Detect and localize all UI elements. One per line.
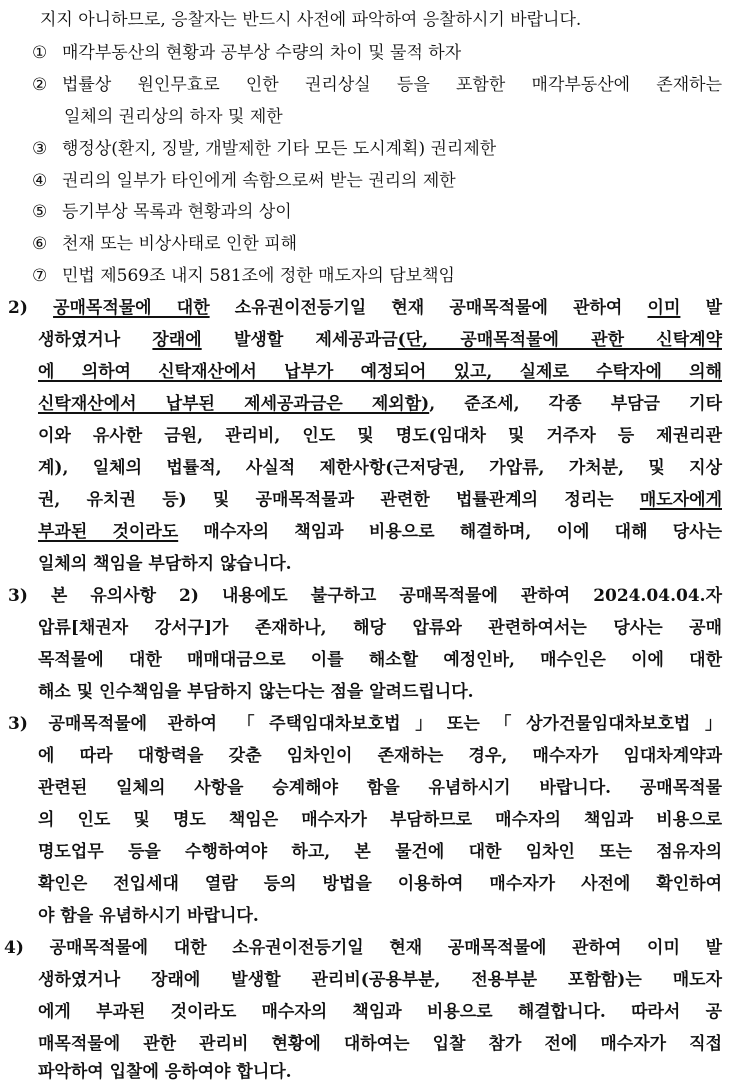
body-text: 권, 유치권 등) 및 공매목적물과 관련한 법률관계의 정리는 — [38, 490, 640, 510]
body-text: 목적물에 대한 매매대금으로 이를 해소할 예정인바, 매수인은 이에 대한 — [38, 650, 722, 670]
body-text: 소유권이전등기일 현재 공매목적물에 관하여 — [209, 298, 648, 318]
section-2-line — [38, 392, 722, 416]
section-2-line — [38, 424, 722, 448]
body-text: 생하였거나 — [38, 330, 153, 350]
intro-text: 지지 아니하므로, 응찰자는 반드시 사전에 파악하여 응찰하시기 바랍니다. — [40, 10, 582, 30]
list-text: 민법 제569조 내지 581조에 정한 매도자의 담보책임 — [62, 266, 455, 286]
section-4-line — [4, 936, 722, 960]
list-text: 권리의 일부가 타인에게 속함으로써 받는 권리의 제한 — [62, 171, 456, 191]
section-4-line — [38, 1060, 722, 1084]
underlined-text: (단, 공매목적물에 관한 신탁계약 — [397, 330, 722, 350]
section-3b-line — [8, 712, 722, 736]
list-item — [32, 264, 712, 288]
body-text: 의 인도 및 명도 책임은 매수자가 부담하므로 매수자의 책임과 비용으로 — [38, 810, 722, 830]
body-text: 에게 부과된 것이라도 매수자의 책임과 비용으로 해결합니다. 따라서 공 — [38, 1002, 722, 1022]
body-text: 본 유의사항 2) 내용에도 불구하고 공매목적물에 관하여 2024.04.04.자 — [50, 586, 722, 606]
body-text: 공매목적물에 관하여 「주택임대차보호법」또는「상가건물임대차보호법」 — [48, 714, 723, 734]
body-text: 관련된 일체의 사항을 승계해야 함을 유념하시기 바랍니다. 공매목적물 — [38, 778, 722, 798]
body-text: 매목적물에 관한 관리비 현황에 대하여는 입찰 참가 전에 매수자가 직접 — [38, 1034, 722, 1054]
section-2-line — [38, 520, 722, 544]
body-text: 압류[채권자 강서구]가 존재하나, 해당 압류와 관련하여서는 당사는 공매 — [38, 618, 722, 638]
section-2-line — [38, 360, 722, 384]
section-3b-line — [38, 872, 722, 896]
intro-line — [40, 8, 710, 32]
section-number: 3) — [8, 586, 28, 606]
section-3b-line — [38, 776, 722, 800]
body-text: 일체의 책임을 부담하지 않습니다. — [38, 554, 292, 574]
list-text: 천재 또는 비상사태로 인한 피해 — [62, 234, 298, 254]
section-3b-line — [38, 808, 722, 832]
section-2-line — [38, 488, 722, 512]
section-number: 4) — [4, 938, 24, 958]
list-marker: ③ — [32, 139, 48, 159]
underlined-text: 이미 — [647, 298, 681, 318]
list-marker: ② — [32, 75, 48, 95]
section-3a-line — [38, 648, 722, 672]
list-marker: ⑤ — [32, 202, 48, 222]
underlined-text: 신탁재산에서 납부된 제세공과금은 제외함) — [38, 394, 430, 414]
list-item — [32, 73, 722, 97]
body-text: 발생할 제세공과금 — [201, 330, 398, 350]
list-item-continuation — [64, 105, 704, 129]
list-item — [32, 41, 712, 65]
section-4-line — [38, 968, 722, 992]
section-3b-line — [38, 840, 722, 864]
list-marker: ④ — [32, 171, 48, 191]
section-4-line — [38, 1032, 722, 1056]
list-marker: ⑥ — [32, 234, 48, 254]
list-item — [32, 232, 712, 256]
section-2-line — [38, 328, 722, 352]
body-text: 에 따라 대항력을 갖춘 임차인이 존재하는 경우, 매수자가 임대차계약과 — [38, 746, 722, 766]
body-text: 이와 유사한 금원, 관리비, 인도 및 명도(임대차 및 거주자 등 제권리관 — [38, 426, 722, 446]
section-3b-line — [38, 904, 722, 928]
section-number: 3) — [8, 714, 28, 734]
section-3a-line — [38, 616, 722, 640]
list-text: 등기부상 목록과 현황과의 상이 — [62, 202, 292, 222]
body-text: 명도업무 등을 수행하여야 하고, 본 물건에 대한 임차인 또는 점유자의 — [38, 842, 722, 862]
body-text: 야 함을 유념하시기 바랍니다. — [38, 906, 259, 926]
list-item — [32, 137, 712, 161]
list-marker: ① — [32, 43, 48, 63]
section-2-line — [38, 456, 722, 480]
body-text: 확인은 전입세대 열람 등의 방법을 이용하여 매수자가 사전에 확인하여 — [38, 874, 722, 894]
section-3a-line — [38, 680, 722, 704]
list-text: 행정상(환지, 징발, 개발제한 기타 모든 도시계획) 권리제한 — [62, 139, 497, 159]
underlined-text: 에 의하여 신탁재산에서 납부가 예정되어 있고, 실제로 수탁자에 의해 — [38, 362, 722, 382]
underlined-text: 부과된 것이라도 — [38, 522, 179, 542]
body-text: 공매목적물에 대한 소유권이전등기일 현재 공매목적물에 관하여 이미 발 — [49, 938, 722, 958]
section-2-line — [38, 552, 722, 576]
body-text: 매수자의 책임과 비용으로 해결하며, 이에 대해 당사는 — [178, 522, 722, 542]
underlined-text: 장래에 — [152, 330, 202, 350]
underlined-text: 매도자에게 — [639, 490, 722, 510]
section-3b-line — [38, 744, 722, 768]
list-text: 일체의 권리상의 하자 및 제한 — [64, 107, 283, 127]
section-number: 2) — [8, 298, 28, 318]
section-3a-line — [8, 584, 722, 608]
body-text: 생하였거나 장래에 발생할 관리비(공용부분, 전용부분 포함함)는 매도자 — [38, 970, 722, 990]
list-text: 매각부동산의 현황과 공부상 수량의 차이 및 물적 하자 — [62, 43, 462, 63]
body-text: 계), 일체의 법률적, 사실적 제한사항(근저당권, 가압류, 가처분, 및 지상 — [38, 458, 722, 478]
list-text: 법률상 원인무효로 인한 권리상실 등을 포함한 매각부동산에 존재하는 — [62, 75, 722, 95]
list-item — [32, 200, 712, 224]
body-text: 발 — [680, 298, 723, 318]
list-marker: ⑦ — [32, 266, 48, 286]
underlined-text: 공매목적물에 대한 — [53, 298, 210, 318]
section-4-line — [38, 1000, 722, 1024]
body-text: 해소 및 인수책임을 부담하지 않는다는 점을 알려드립니다. — [38, 682, 474, 702]
body-text: 파악하여 입찰에 응하여야 합니다. — [38, 1062, 292, 1082]
list-item — [32, 169, 712, 193]
section-2-line — [8, 296, 722, 320]
body-text: , 준조세, 각종 부담금 기타 — [429, 394, 722, 414]
